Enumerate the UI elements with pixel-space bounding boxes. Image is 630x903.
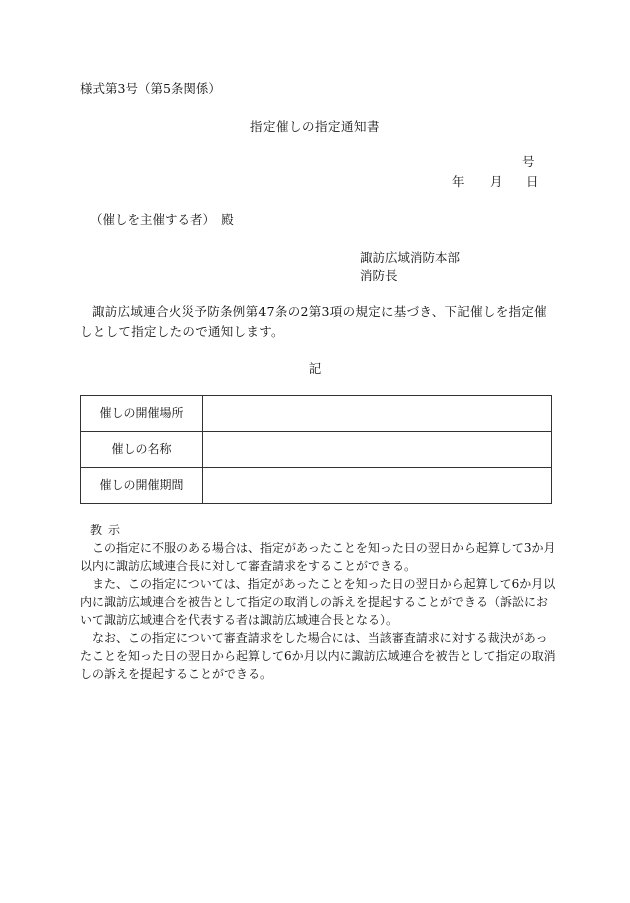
date-line <box>452 174 539 190</box>
notice-paragraph: なお、この指定について審査請求をした場合には、当該審査請求に対する裁決があったことを知った日の翌日から起算して6か月以内に諏訪広域連合を被告として指定の取消しの訴えを提起することができる。 <box>80 631 556 681</box>
row-value-name <box>203 432 552 468</box>
body-text: 諏訪広域連合火災予防条例第47条の2第3項の規定に基づき、下記催しを指定催しとして指定したので通知します。 <box>80 304 547 339</box>
row-value-period <box>203 468 552 504</box>
event-info-table <box>80 395 552 504</box>
ki-heading: 記 <box>308 361 322 376</box>
table-row <box>81 396 552 432</box>
sender-chief: 消防長 <box>360 268 398 283</box>
form-number: 様式第3号（第5条関係） <box>80 81 221 96</box>
notice-section <box>80 521 556 683</box>
notice-paragraph: この指定に不服のある場合は、指定があったことを知った日の翌日から起算して3か月以内に諏訪広域連合長に対して審査請求をすることができる。 <box>80 541 556 573</box>
table-row <box>81 432 552 468</box>
row-label-name: 催しの名称 <box>81 432 203 468</box>
row-label-venue: 催しの開催場所 <box>81 396 203 432</box>
row-label-period: 催しの開催期間 <box>81 468 203 504</box>
sender-department: 諏訪広域消防本部 <box>360 250 461 265</box>
day-label: 日 <box>526 174 539 189</box>
document-number-label: 号 <box>522 154 535 169</box>
month-label: 月 <box>490 174 503 189</box>
addressee: （催しを主催する者） 殿 <box>90 212 234 227</box>
notice-paragraph: また、この指定については、指定があったことを知った日の翌日から起算して6か月以内に諏訪広域連合を被告として指定の取消しの訴えを提起することができる（訴訟において諏訪広域連合を代表する者は諏訪広域連合長となる）。 <box>80 577 556 627</box>
year-label: 年 <box>452 174 465 189</box>
row-value-venue <box>203 396 552 432</box>
table-row <box>81 468 552 504</box>
document-title: 指定催しの指定通知書 <box>249 119 380 134</box>
notice-title: 教示 <box>90 523 127 537</box>
